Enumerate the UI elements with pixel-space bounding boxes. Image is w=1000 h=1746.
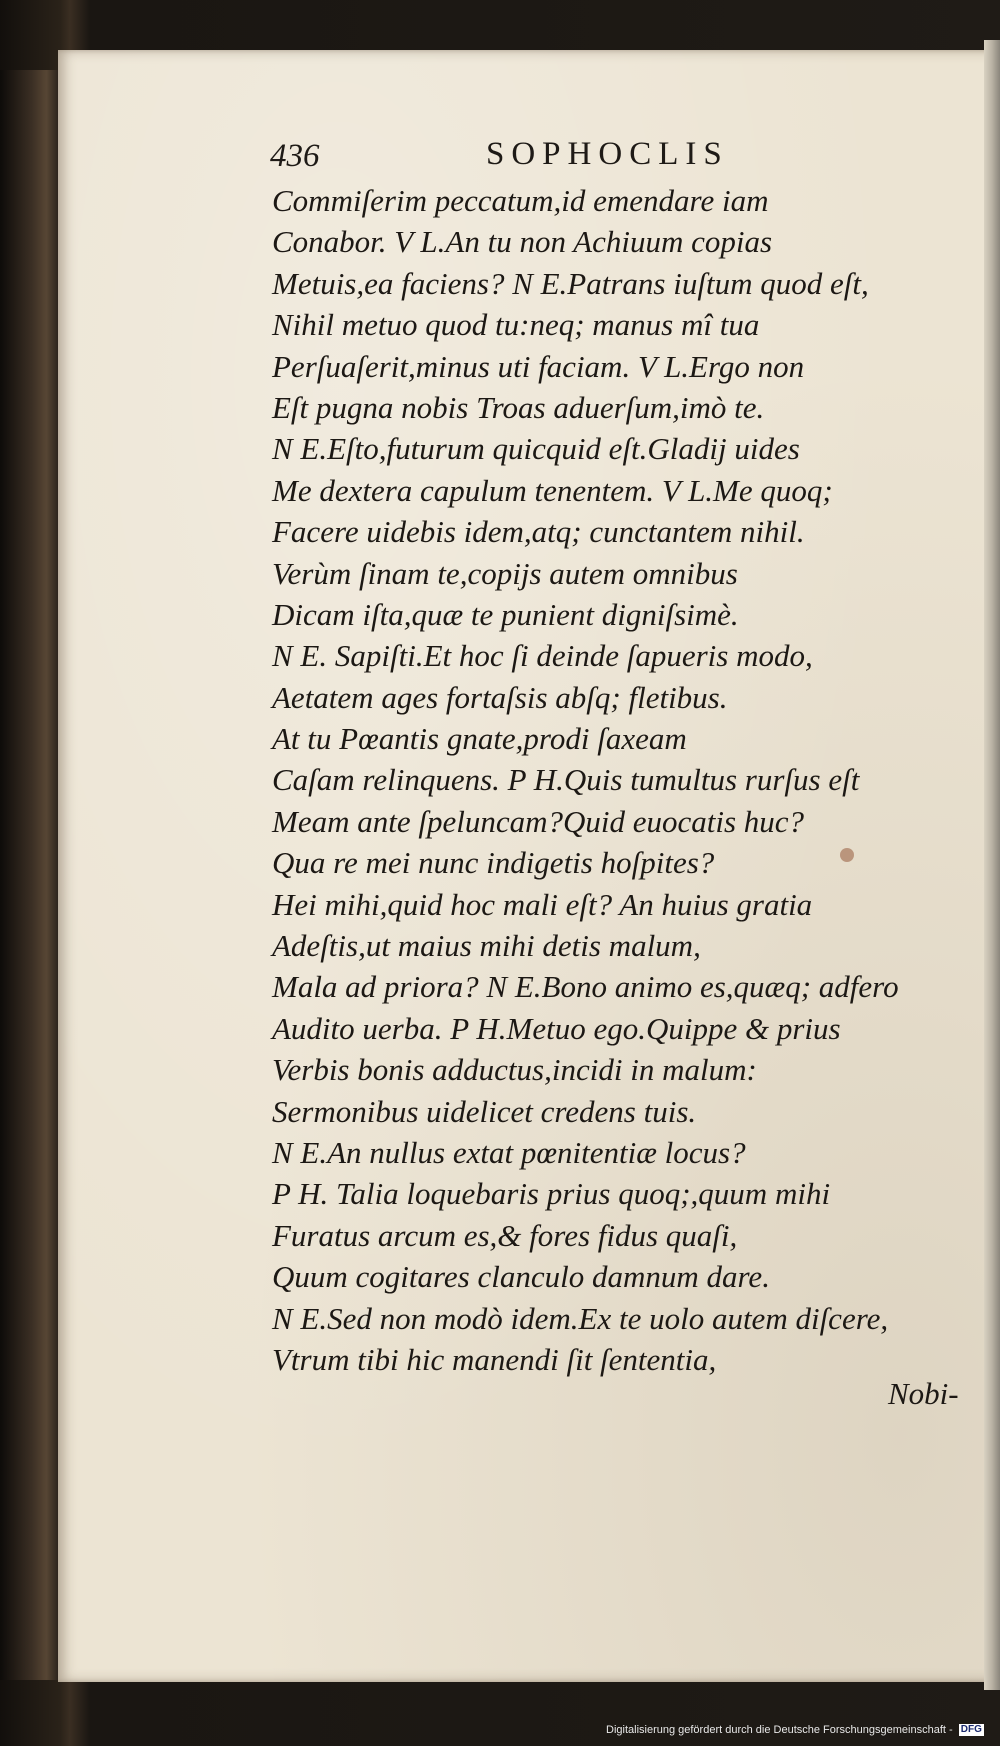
text-line: N E.An nullus extat pœnitentiæ locus?	[272, 1134, 746, 1170]
text-line: Commiſerim peccatum,id emendare iam	[272, 183, 769, 218]
text-line: N E.Sed non modò idem.Ex te uolo autem diſcere,	[272, 1300, 889, 1336]
text-line: P H. Talia loquebaris prius quoq;,quum mihi	[272, 1176, 831, 1212]
text-line: Furatus arcum es,& fores fidus quaſi,	[272, 1217, 738, 1253]
credit-text: Digitalisierung gefördert durch die Deutsche Forschungsgemeinschaft -	[606, 1724, 953, 1736]
text-line: Caſam relinquens. P H.Quis tumultus rurſus eſt	[272, 762, 860, 798]
text-line: Metuis,ea faciens? N E.Patrans iuſtum quod eſt,	[272, 265, 869, 301]
text-line: Vtrum tibi hic manendi ſit ſententia,	[272, 1341, 717, 1377]
text-line: Meam ante ſpeluncam?Quid euocatis huc?	[272, 803, 805, 839]
text-line: Perſuaſerit,minus uti faciam. V L.Ergo non	[272, 348, 805, 384]
paper-stain	[840, 848, 854, 862]
catchword: Nobi-	[888, 1376, 959, 1411]
text-line: Eſt pugna nobis Troas aduerſum,imò te.	[272, 389, 765, 425]
page-edge	[984, 40, 1000, 1690]
text-line: Qua re mei nunc indigetis hoſpites?	[272, 845, 715, 881]
text-line: Aetatem ages fortaſsis abſq; fletibus.	[272, 679, 728, 715]
text-line: Mala ad priora? N E.Bono animo es,quæq; adfero	[272, 969, 899, 1005]
text-line: Verùm ſinam te,copijs autem omnibus	[272, 555, 738, 591]
digitization-credit	[606, 1724, 984, 1736]
text-line: Conabor. V L.An tu non Achiuum copias	[272, 224, 773, 260]
book-spine	[0, 70, 58, 1680]
text-line: Nihil metuo quod tu:neq; manus mî tua	[272, 307, 760, 343]
text-line: Adeſtis,ut maius mihi detis malum,	[272, 928, 701, 964]
text-line: Dicam iſta,quæ te punient digniſsimè.	[272, 596, 739, 632]
text-line: Hei mihi,quid hoc mali eſt? An huius gratia	[272, 886, 813, 922]
text-block	[272, 180, 972, 1380]
text-line: Audito uerba. P H.Metuo ego.Quippe & prius	[272, 1010, 841, 1046]
text-line: Me dextera capulum tenentem. V L.Me quoq;	[272, 472, 833, 508]
text-line: Facere uidebis idem,atq; cunctantem nihil.	[272, 514, 805, 550]
text-line: Quum cogitares clanculo damnum dare.	[272, 1259, 770, 1295]
text-line: At tu Pœantis gnate,prodi ſaxeam	[272, 721, 687, 757]
page-number: 436	[270, 138, 320, 174]
text-line: Verbis bonis adductus,incidi in malum:	[272, 1052, 757, 1088]
dfg-logo: DFG	[960, 1724, 982, 1736]
text-line: Sermonibus uidelicet credens tuis.	[272, 1093, 697, 1129]
running-title: SOPHOCLIS	[486, 136, 729, 172]
text-line: N E.Eſto,futurum quicquid eſt.Gladij uides	[272, 431, 800, 467]
text-line: N E. Sapiſti.Et hoc ſi deinde ſapueris modo,	[272, 638, 813, 674]
